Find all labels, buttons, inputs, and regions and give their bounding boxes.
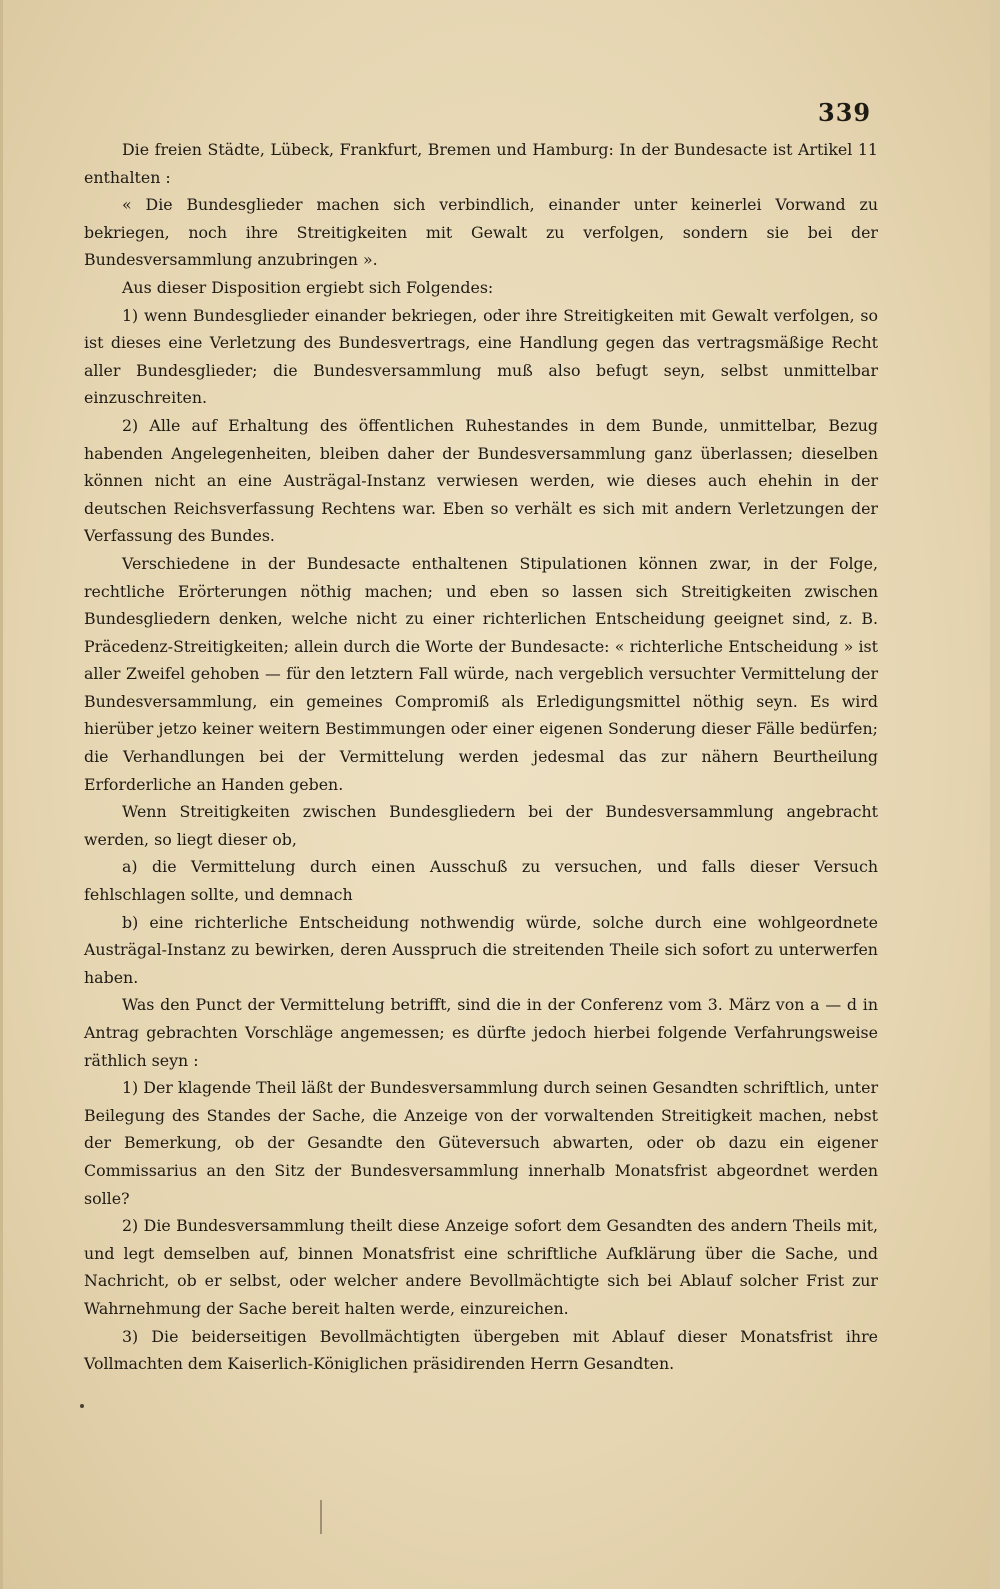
ink-dot [80,1404,84,1408]
paragraph-mediation: Was den Punct der Vermittelung betrifft, sind die in der Conferenz vom 3. März von a — d in Antrag gebrachten Vorschläge angemessen; es dürfte jedoch hierbei folgende Verfahrungsweise räthlich seyn : [84,995,878,1070]
paragraph-point-1: 1) wenn Bundesglieder einander bekriegen, oder ihre Streitigkeiten mit Gewalt verfolgen, so ist dieses eine Verletzung des Bundesvertrags, eine Handlung gegen das vertragsmäßige Recht aller Bundesglieder; die Bundesversammlung muß also befugt seyn, selbst unmittelbar einzuschreiten. [84,305,878,408]
paragraph-disposition: Aus dieser Disposition ergiebt sich Folgendes: [122,277,494,297]
paragraph-intro: Die freien Städte, Lübeck, Frankfurt, Bremen und Hamburg: In der Bundesacte ist Artikel 11 enthalten : [84,140,878,187]
paragraph-item-a: a) die Vermittelung durch einen Ausschuß zu versuchen, und falls dieser Versuch fehlschlagen sollte, und demnach [84,857,878,905]
paragraph-item-b: b) eine richterliche Entscheidung nothwendig würde, solche durch eine wohlgeordnete Austrägal-Instanz zu bewirken, deren Ausspruch die streitenden Theile sich sofort zu unterwerfen haben. [84,912,878,987]
ink-stroke [320,1500,322,1534]
text-body [84,136,878,1378]
paragraph-stipulations: Verschiedene in der Bundesacte enthaltenen Stipulationen können zwar, in der Folge, rechtliche Erörterungen nöthig machen; und eben so lassen sich Streitigkeiten zwischen Bundesgliedern denken, welche nicht zu einer richterlichen Entscheidung geeignet sind, z. B. Präcedenz-Streitigkeiten; allein durch die Worte der Bundesacte: « richterliche Entscheidung » ist aller Zweifel gehoben — für den letztern Fall würde, nach vergeblich versuchter Vermittelung der Bundesversammlung, ein gemeines Compromiß als Erledigungsmittel nöthig seyn. Es wird hierüber jetzo keiner weitern Bestimmungen oder einer eigenen Sonderung dieser Fälle bedürfen; die Verhandlungen bei der Vermittelung werden jedesmal das zur nähern Beurtheilung Erforderliche an Handen geben. [84,553,878,794]
paragraph-quote-article-11: « Die Bundesglieder machen sich verbindlich, einander unter keinerlei Vorwand zu bekriegen, noch ihre Streitigkeiten mit Gewalt zu verfolgen, sondern sie bei der Bundesversammlung anzubringen ». [84,195,878,270]
page-number: 339 [818,98,872,127]
paragraph-disputes: Wenn Streitigkeiten zwischen Bundesgliedern bei der Bundesversammlung angebracht werden, so liegt dieser ob, [84,802,878,849]
paragraph-procedure-1: 1) Der klagende Theil läßt der Bundesversammlung durch seinen Gesandten schriftlich, unter Beilegung des Standes der Sache, die Anzeige von der vorwaltenden Streitigkeit machen, nebst der Bemerkung, ob der Gesandte den Güteversuch abwarten, oder ob dazu ein eigener Commissarius an den Sitz der Bundesversammlung innerhalb Monatsfrist abgeordnet werden solle? [84,1078,878,1208]
paragraph-procedure-3: 3) Die beiderseitigen Bevollmächtigten übergeben mit Ablauf dieser Monatsfrist ihre Vollmachten dem Kaiserlich-Königlichen präsidirenden Herrn Gesandten. [84,1326,878,1374]
paragraph-point-2: 2) Alle auf Erhaltung des öffentlichen Ruhestandes in dem Bunde, unmittelbar, Bezug habenden Angelegenheiten, bleiben daher der Bundesversammlung ganz überlassen; dieselben können nicht an eine Austrägal-Instanz verwiesen werden, wie dieses auch ehehin in der deutschen Reichsverfassung Rechtens war. Eben so verhält es sich mit andern Verletzungen der Verfassung des Bundes. [84,415,878,546]
paragraph-procedure-2: 2) Die Bundesversammlung theilt diese Anzeige sofort dem Gesandten des andern Theils mit, und legt demselben auf, binnen Monatsfrist eine schriftliche Aufklärung über die Sache, und Nachricht, ob er selbst, oder welcher andere Bevollmächtigte sich bei Ablauf solcher Frist zur Wahrnehmung der Sache bereit halten werde, einzureichen. [84,1216,878,1318]
